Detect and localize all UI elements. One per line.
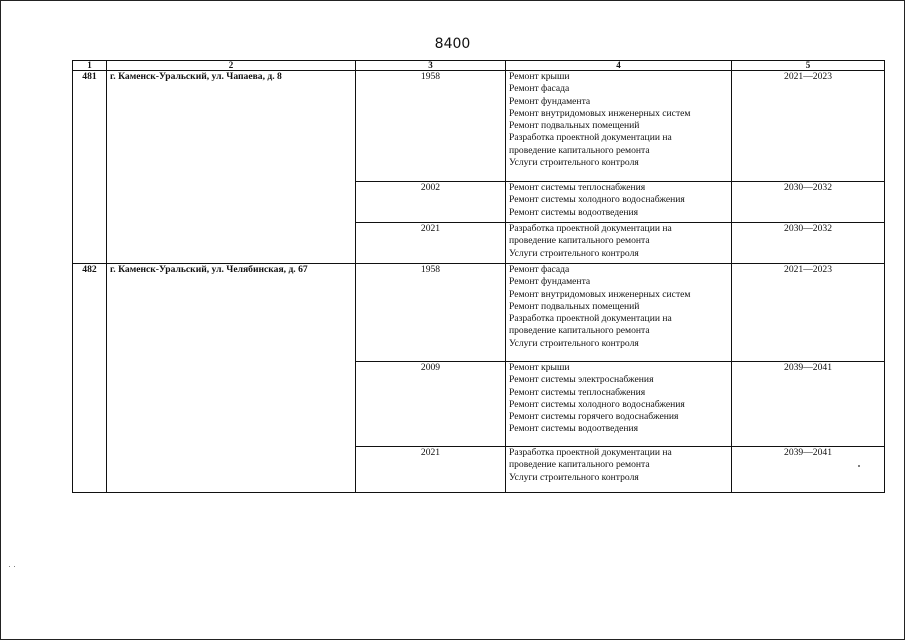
build-year: 1958	[356, 71, 506, 182]
repair-period: 2030—2032	[732, 223, 885, 264]
works-list	[506, 182, 732, 223]
works-list	[506, 362, 732, 447]
scan-speck	[14, 566, 15, 567]
table-row	[73, 264, 885, 362]
work-item: Разработка проектной документации на	[509, 313, 672, 325]
repair-schedule-table	[72, 60, 885, 493]
work-item: проведение капитального ремонта	[509, 235, 650, 247]
column-header-5: 5	[732, 61, 885, 71]
work-item: проведение капитального ремонта	[509, 144, 650, 156]
work-item: Ремонт фасада	[509, 264, 570, 275]
column-header-1: 1	[73, 61, 107, 71]
work-item: Услуги строительного контроля	[509, 471, 639, 483]
work-item: Разработка проектной документации на	[509, 223, 672, 234]
work-item: Ремонт системы водоотведения	[509, 423, 639, 435]
building-address: г. Каменск-Уральский, ул. Чапаева, д. 8	[107, 71, 356, 264]
work-item: Услуги строительного контроля	[509, 247, 639, 259]
work-item: Ремонт системы водоотведения	[509, 206, 639, 218]
building-number: 481	[73, 71, 107, 264]
build-year: 2002	[356, 182, 506, 223]
scan-speck	[9, 566, 10, 567]
work-item: Ремонт системы холодного водоснабжения	[509, 194, 685, 206]
work-item: проведение капитального ремонта	[509, 325, 650, 337]
work-item: Ремонт фундамента	[509, 95, 591, 107]
work-item: Ремонт крыши	[509, 362, 570, 373]
work-item: Ремонт системы теплоснабжения	[509, 386, 646, 398]
building-address: г. Каменск-Уральский, ул. Челябинская, д. 67	[107, 264, 356, 493]
repair-period: 2021—2023	[732, 264, 885, 362]
works-list	[506, 264, 732, 362]
page-number: 8400	[434, 36, 471, 52]
work-item: Ремонт внутридомовых инженерных систем	[509, 288, 691, 300]
column-header-2: 2	[107, 61, 356, 71]
build-year: 2009	[356, 362, 506, 447]
work-item: Разработка проектной документации на	[509, 447, 672, 458]
work-item: Ремонт крыши	[509, 71, 570, 82]
works-list	[506, 223, 732, 264]
work-item: Услуги строительного контроля	[509, 337, 639, 349]
build-year: 2021	[356, 447, 506, 493]
repair-period: 2030—2032	[732, 182, 885, 223]
header-row	[73, 61, 885, 71]
build-year: 1958	[356, 264, 506, 362]
works-list	[506, 71, 732, 182]
building-number: 482	[73, 264, 107, 493]
column-header-3: 3	[356, 61, 506, 71]
work-item: Ремонт внутридомовых инженерных систем	[509, 107, 691, 119]
repair-period: 2039—2041	[732, 447, 885, 493]
table-row	[73, 71, 885, 182]
work-item: Ремонт системы горячего водоснабжения	[509, 411, 679, 423]
work-item: Ремонт системы электроснабжения	[509, 374, 654, 386]
works-list	[506, 447, 732, 493]
repair-period: 2039—2041	[732, 362, 885, 447]
work-item: Ремонт системы холодного водоснабжения	[509, 398, 685, 410]
work-item: Услуги строительного контроля	[509, 157, 639, 169]
scan-speck	[858, 465, 860, 467]
work-item: Ремонт подвальных помещений	[509, 300, 640, 312]
repair-period: 2021—2023	[732, 71, 885, 182]
work-item: проведение капитального ремонта	[509, 459, 650, 471]
work-item: Разработка проектной документации на	[509, 132, 672, 144]
work-item: Ремонт подвальных помещений	[509, 120, 640, 132]
work-item: Ремонт фундамента	[509, 276, 591, 288]
work-item: Ремонт системы теплоснабжения	[509, 182, 646, 193]
build-year: 2021	[356, 223, 506, 264]
column-header-4: 4	[506, 61, 732, 71]
work-item: Ремонт фасада	[509, 83, 570, 95]
